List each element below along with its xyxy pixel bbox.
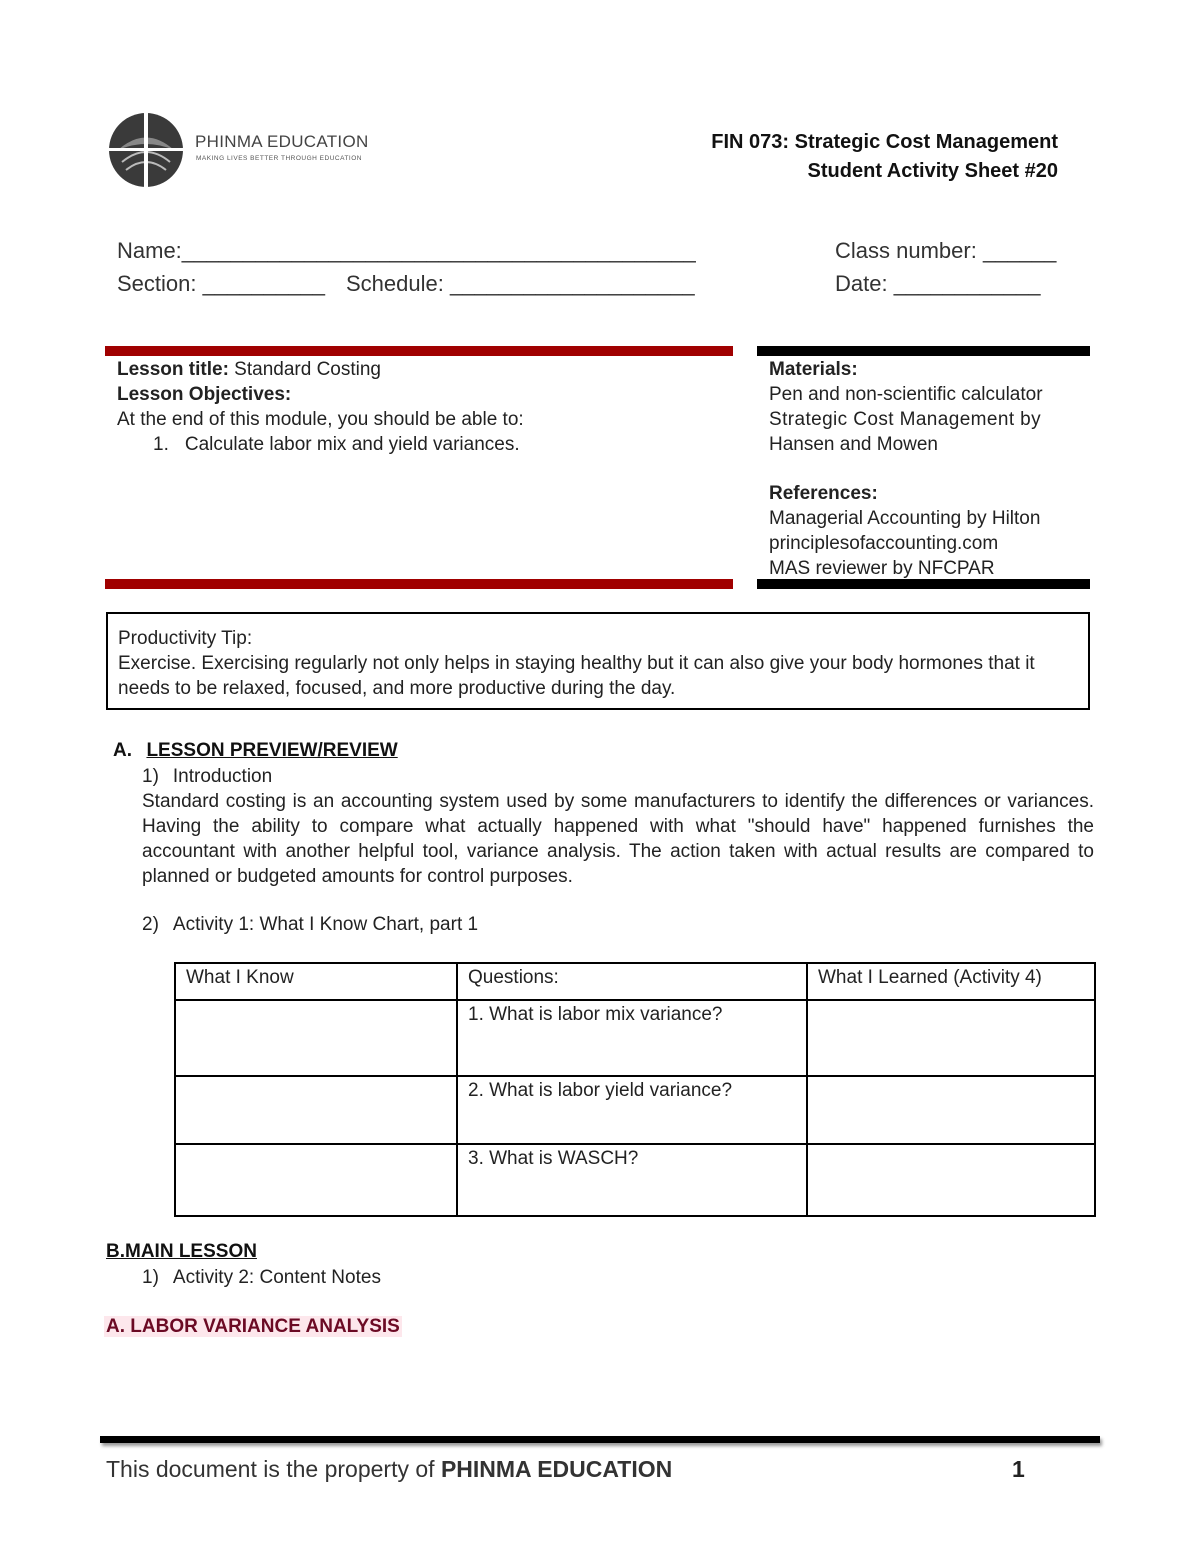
lesson-block — [117, 357, 727, 457]
table-cell[interactable] — [807, 1144, 1095, 1216]
section-a-heading — [113, 740, 398, 762]
materials-line: Pen and non-scientific calculator — [769, 384, 1043, 405]
name-field[interactable]: Name:__________________________________________ — [117, 238, 696, 263]
section-a-title: LESSON PREVIEW/REVIEW — [146, 740, 398, 761]
page-number: 1 — [1012, 1456, 1025, 1482]
lesson-bottom-bar — [105, 579, 733, 589]
productivity-tip-box — [106, 612, 1090, 710]
section-b-item-1 — [142, 1265, 381, 1290]
table-cell[interactable] — [175, 1144, 457, 1216]
column-header: What I Know — [175, 963, 457, 1000]
lesson-top-bar — [105, 346, 733, 356]
logo-tagline: MAKING LIVES BETTER THROUGH EDUCATION — [196, 155, 362, 162]
objective-number: 1. — [153, 434, 169, 455]
table-header-row — [175, 963, 1095, 1000]
reference-item: MAS reviewer by NFCPAR — [769, 558, 995, 579]
item-label: Activity 2: Content Notes — [172, 1267, 381, 1288]
lesson-title-value: Standard Costing — [228, 359, 381, 380]
what-i-know-table — [174, 962, 1096, 1217]
reference-item: principlesofaccounting.com — [769, 533, 999, 554]
table-cell: 2. What is labor yield variance? — [457, 1076, 807, 1144]
footer-owner: PHINMA EDUCATION — [440, 1456, 673, 1482]
item-label: Introduction — [172, 766, 273, 787]
footer-text — [106, 1456, 672, 1483]
column-header: Questions: — [457, 963, 807, 1000]
lesson-title-label: Lesson title: — [117, 359, 229, 380]
item-number: 1) — [142, 766, 159, 787]
section-a-letter: A. — [113, 740, 132, 761]
intro-paragraph: Standard costing is an accounting system used by some manufacturers to identify the differences or variances. Having the ability to compare what actually happened with what "should have" happened furnishes the accountant with another helpful tool, variance analysis. The action taken with actual results are compared to planned or budgeted amounts for control purposes. — [142, 791, 1094, 887]
schedule-field[interactable]: Schedule: ____________________ — [346, 271, 695, 296]
tip-text: Exercise. Exercising regularly not only helps in staying healthy but it can also give your body hormones that it needs to be relaxed, focused, and more productive during the day. — [118, 653, 1035, 699]
table-row — [175, 1000, 1095, 1076]
item-label: Activity 1: What I Know Chart, part 1 — [172, 914, 479, 935]
section-a-item-1 — [142, 764, 272, 789]
materials-block — [769, 357, 1089, 581]
objectives-intro: At the end of this module, you should be able to: — [117, 409, 524, 430]
footer-divider — [100, 1436, 1100, 1443]
table-cell[interactable] — [807, 1000, 1095, 1076]
sheet-title: Student Activity Sheet #20 — [807, 160, 1058, 182]
logo-wordmark: PHINMA EDUCATION — [195, 132, 369, 151]
table-cell[interactable] — [175, 1076, 457, 1144]
date-field[interactable]: Date: ____________ — [835, 271, 1041, 296]
labor-variance-heading-text: A. LABOR VARIANCE ANALYSIS — [106, 1316, 400, 1337]
section-a-item-2 — [142, 912, 478, 937]
class-number-field[interactable]: Class number: ______ — [835, 238, 1057, 263]
reference-item: Managerial Accounting by Hilton — [769, 508, 1041, 529]
item-number: 1) — [142, 1267, 159, 1288]
materials-line: Strategic Cost Management by — [769, 409, 1042, 430]
section-field[interactable]: Section: __________ — [117, 271, 325, 296]
table-cell: 3. What is WASCH? — [457, 1144, 807, 1216]
table-cell[interactable] — [807, 1076, 1095, 1144]
references-label: References: — [769, 483, 878, 504]
labor-variance-heading — [104, 1316, 402, 1338]
table-cell[interactable] — [175, 1000, 457, 1076]
table-row — [175, 1076, 1095, 1144]
section-b-title: B.MAIN LESSON — [106, 1241, 257, 1262]
course-title: FIN 073: Strategic Cost Management — [711, 131, 1058, 153]
column-header: What I Learned (Activity 4) — [807, 963, 1095, 1000]
objective-item: Calculate labor mix and yield variances. — [184, 434, 520, 455]
materials-top-bar — [757, 346, 1090, 356]
table-row — [175, 1144, 1095, 1216]
tip-label: Productivity Tip: — [118, 628, 253, 649]
objectives-label: Lesson Objectives: — [117, 384, 292, 405]
item-number: 2) — [142, 914, 159, 935]
materials-label: Materials: — [769, 359, 858, 380]
materials-line: Hansen and Mowen — [769, 434, 938, 455]
footer-prefix: This document is the property of — [106, 1456, 441, 1482]
table-cell: 1. What is labor mix variance? — [457, 1000, 807, 1076]
